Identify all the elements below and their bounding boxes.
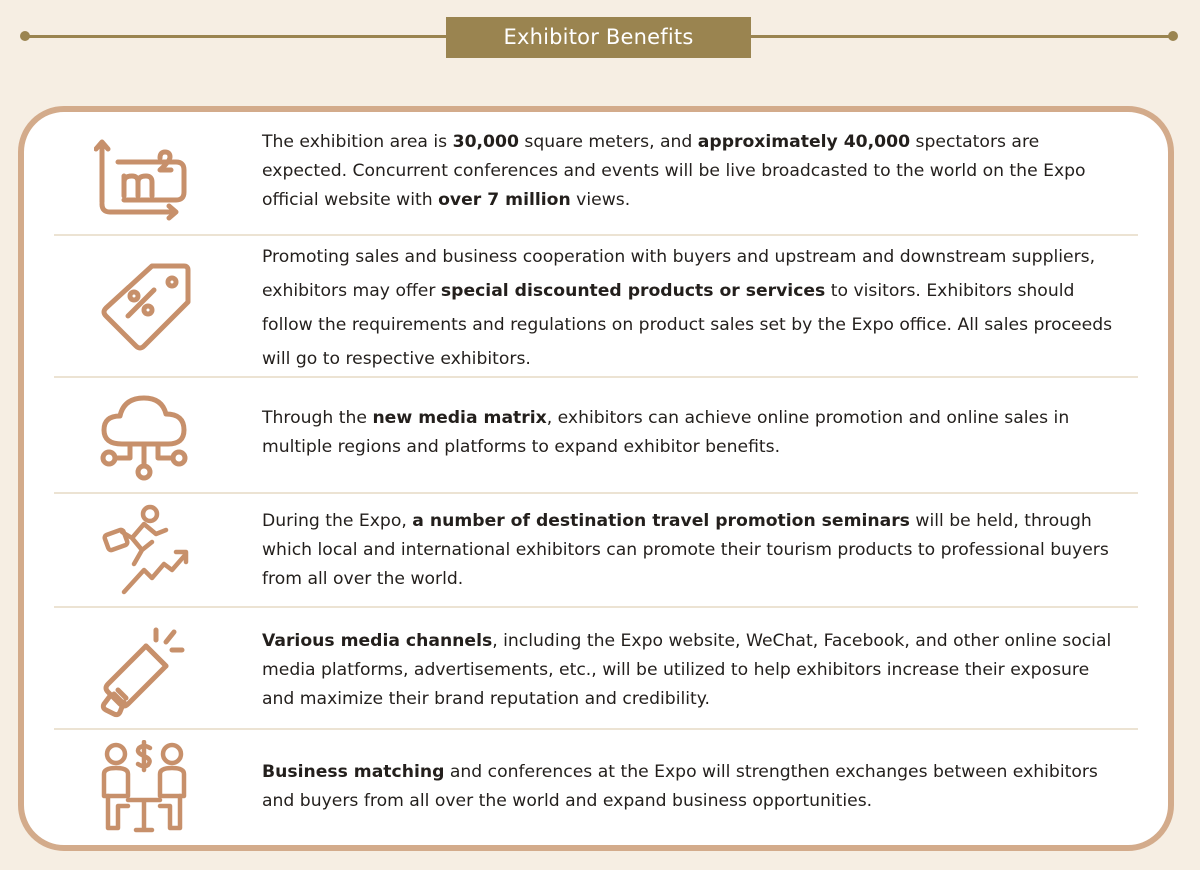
benefit-text-segment: Through the xyxy=(262,408,373,428)
benefit-highlight: Various media channels xyxy=(262,631,493,651)
benefit-highlight: approximately 40,000 xyxy=(697,132,911,152)
benefit-text-segment: square meters, and xyxy=(518,132,698,152)
discount-tag-icon xyxy=(94,258,194,358)
benefit-highlight: new media matrix xyxy=(372,408,547,428)
page-title: Exhibitor Benefits xyxy=(446,17,751,58)
benefit-text xyxy=(262,758,1122,816)
benefit-highlight: Business matching xyxy=(262,762,445,782)
benefit-text-segment: During the Expo, xyxy=(262,511,413,531)
businessman-climbing-icon xyxy=(94,502,194,602)
benefit-text xyxy=(262,627,1122,714)
benefit-row-2 xyxy=(54,236,1138,378)
benefit-text-segment: views. xyxy=(570,190,631,210)
benefit-row-4 xyxy=(54,494,1138,608)
benefit-text-segment: and conferences at the Expo will strengthen exchanges between exhibitors and buyers from all over the world and expand business opportunities. xyxy=(262,762,1098,811)
benefit-row-6 xyxy=(54,730,1138,845)
benefit-highlight: over 7 million xyxy=(438,190,571,210)
benefit-text xyxy=(262,507,1122,594)
benefit-text xyxy=(262,128,1122,215)
benefit-row-3 xyxy=(54,378,1138,494)
benefit-text-segment: spectators are expected. Concurrent conferences and events will be live broadcasted to the world on the Expo official website with xyxy=(262,132,1086,210)
benefit-text-segment: The exhibition area is xyxy=(262,132,453,152)
benefit-text xyxy=(262,240,1122,376)
benefit-text-segment: , including the Expo website, WeChat, Facebook, and other online social media platforms, advertisements, etc., will be utilized to help exhibitors increase their exposure and maximize their brand reputation and credibility. xyxy=(262,631,1112,709)
benefit-text-segment: will be held, through which local and international exhibitors can promote their tourism products to professional buyers from all over the world. xyxy=(262,511,1109,589)
benefits-card xyxy=(18,106,1174,851)
cloud-network-icon xyxy=(94,386,194,486)
benefit-text xyxy=(262,404,1122,462)
benefit-row-5 xyxy=(54,608,1138,730)
benefit-highlight: special discounted products or services xyxy=(440,281,826,301)
benefit-text-segment: , exhibitors can achieve online promotion and online sales in multiple regions and platforms to expand exhibitor benefits. xyxy=(262,408,1070,457)
benefit-highlight: a number of destination travel promotion seminars xyxy=(412,511,910,531)
header-dot-right xyxy=(1168,31,1178,41)
header-dot-left xyxy=(20,31,30,41)
benefit-highlight: 30,000 xyxy=(452,132,519,152)
business-meeting-icon xyxy=(94,740,194,840)
square-meters-icon xyxy=(94,132,194,232)
benefit-text-segment: to visitors. Exhibitors should follow the requirements and regulations on product sales set by the Expo office. All sales proceeds will go to respective exhibitors. xyxy=(262,281,1113,369)
megaphone-icon xyxy=(94,620,194,720)
benefit-text-segment: Promoting sales and business cooperation with buyers and upstream and downstream suppliers, exhibitors may offer xyxy=(262,247,1096,301)
benefit-row-1 xyxy=(54,112,1138,236)
